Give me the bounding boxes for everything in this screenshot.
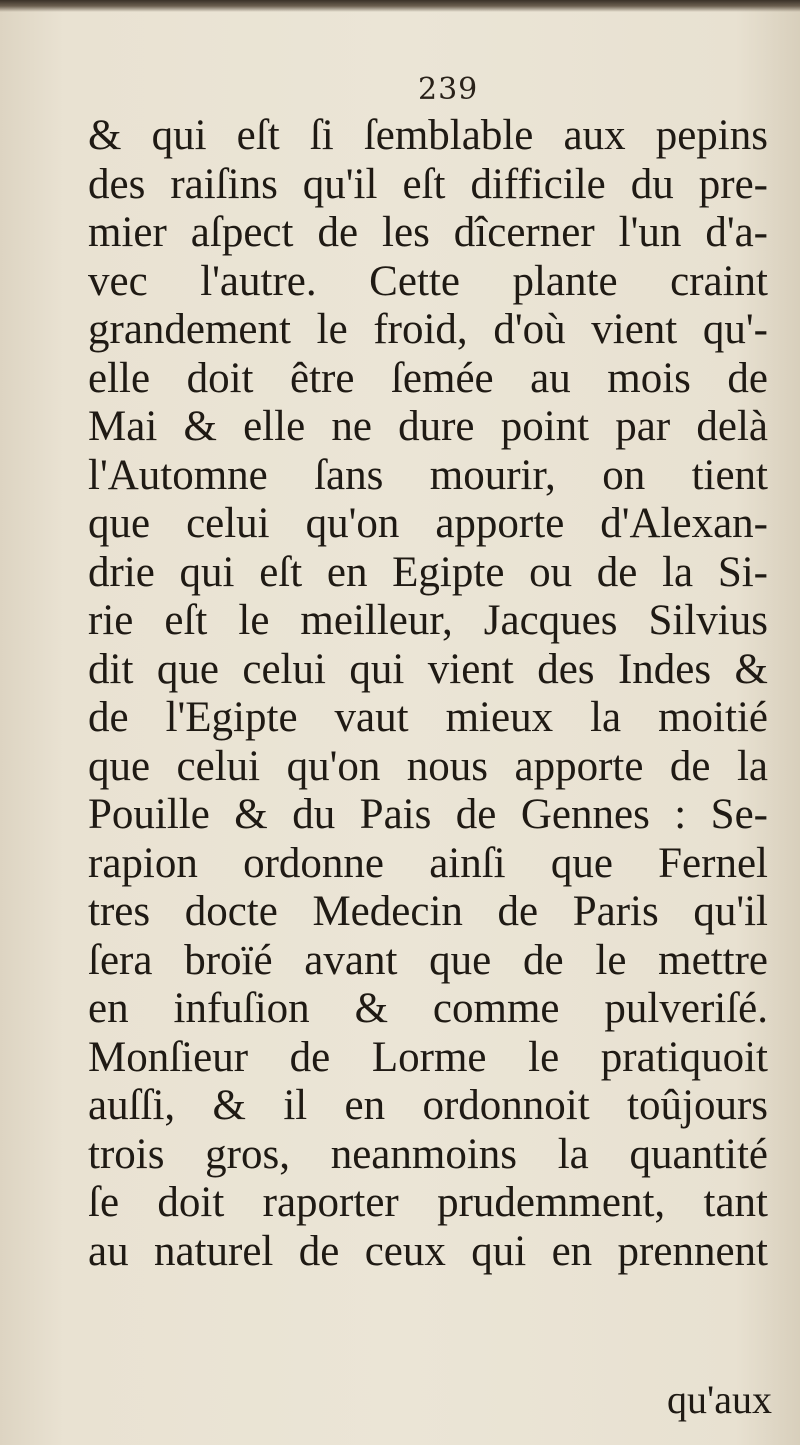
catchword: qu'aux (667, 1377, 772, 1422)
text-line: en infuſion & comme pulveriſé. (88, 985, 768, 1032)
text-line: trois gros, neanmoins la quantité (88, 1130, 768, 1178)
text-line: drie qui eſt en Egipte ou de la Si- (88, 548, 768, 596)
text-line: tres docte Medecin de Paris qu'il (88, 888, 768, 935)
text-line: elle doit être ſemée au mois de (88, 354, 768, 402)
text-line: rapion ordonne ainſi que Fernel (88, 839, 768, 887)
text-line: Monſieur de Lorme le pratiquoit (88, 1033, 768, 1081)
page-top-edge (0, 0, 800, 12)
text-line: Pouille & du Pais de Gennes : Se- (88, 791, 768, 838)
text-line: que celui qu'on apporte d'Alexan- (88, 500, 768, 547)
text-line: auſſi, & il en ordonnoit toûjours (88, 1082, 768, 1129)
page-number: 239 (418, 72, 479, 107)
text-line: ſera broïé avant que de le mettre (88, 936, 768, 984)
text-line: rie eſt le meilleur, Jacques Silvius (88, 597, 768, 644)
text-line: vec l'autre. Cette plante craint (88, 257, 768, 305)
text-line: au naturel de ceux qui en prennent (88, 1227, 768, 1275)
text-line: que celui qu'on nous apporte de la (88, 742, 768, 790)
text-line: Mai & elle ne dure point par delà (88, 403, 768, 450)
text-line: de l'Egipte vaut mieux la moitié (88, 694, 768, 741)
text-line: des raiſins qu'il eſt difficile du pre- (88, 160, 768, 208)
text-line: & qui eſt ſi ſemblable aux pepins (88, 112, 768, 159)
text-line: dit que celui qui vient des Indes & (88, 645, 768, 693)
text-line: l'Automne ſans mourir, on tient (88, 451, 768, 499)
text-line: mier aſpect de les dîcerner l'un d'a- (88, 209, 768, 256)
text-line: grandement le froid, d'où vient qu'- (88, 306, 768, 353)
text-line: ſe doit raporter prudemment, tant (88, 1179, 768, 1226)
body-text (88, 112, 768, 1276)
